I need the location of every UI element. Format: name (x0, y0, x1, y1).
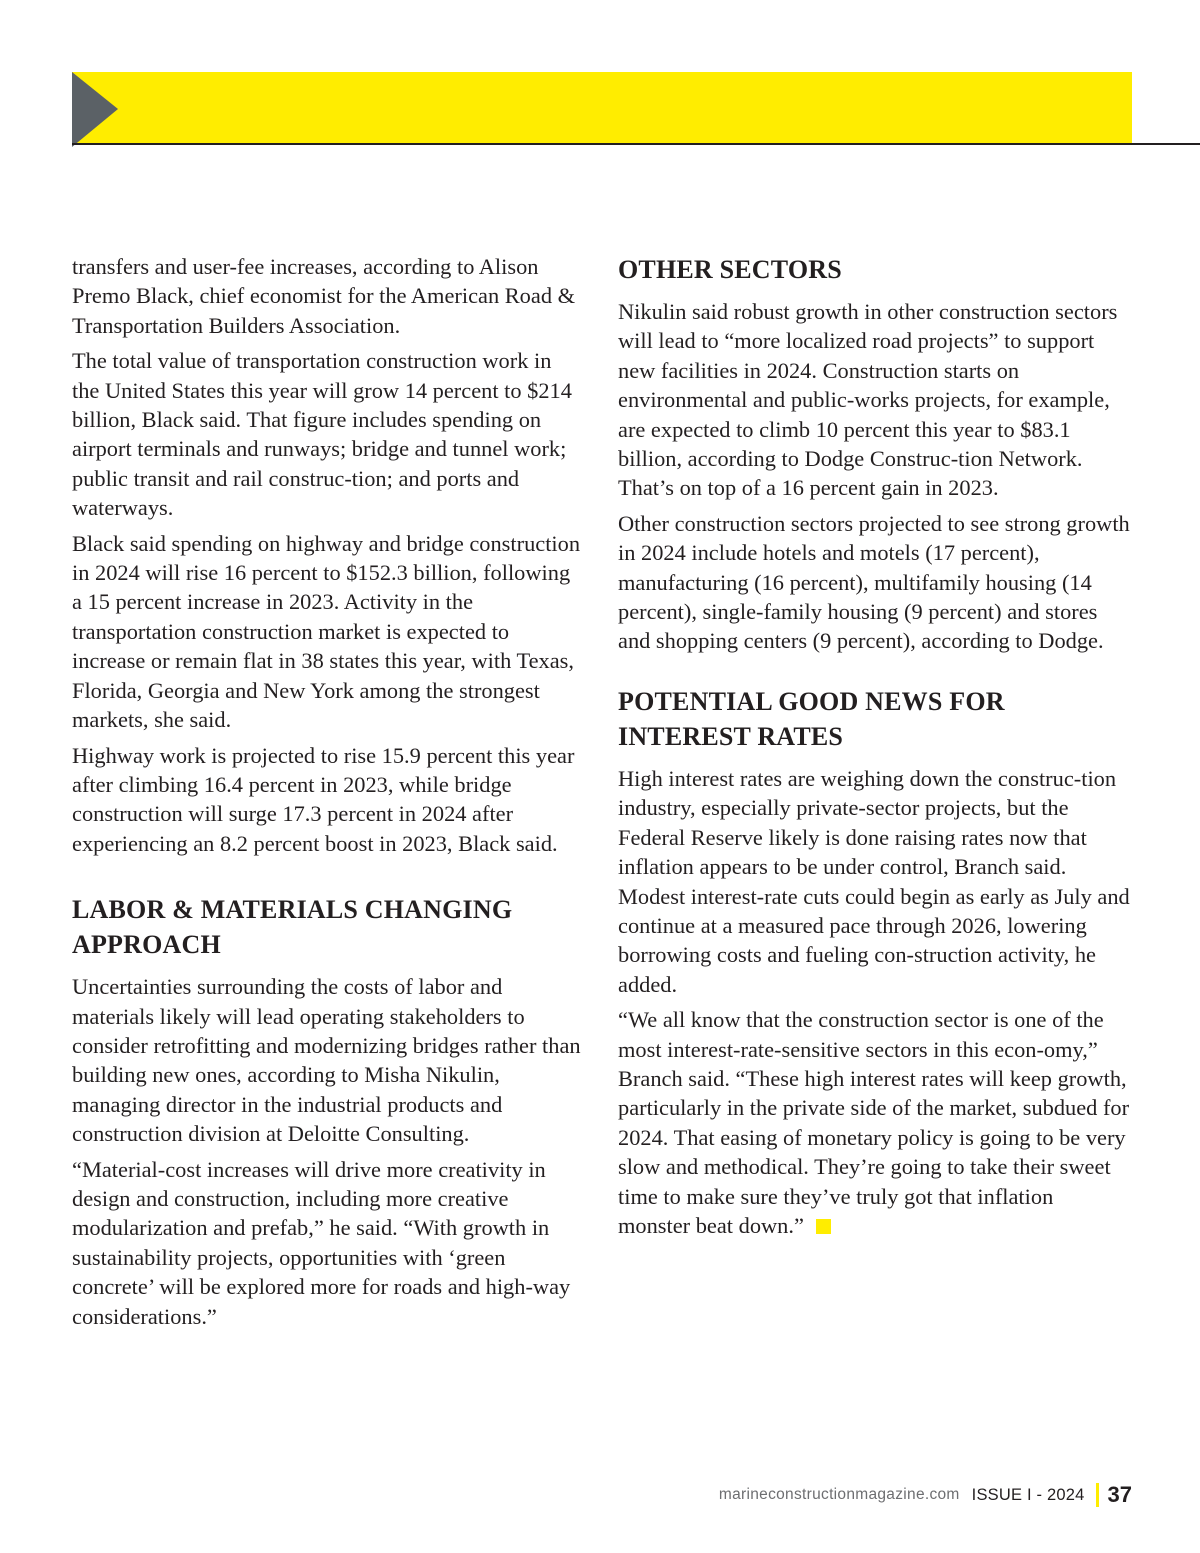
body-paragraph: Uncertainties surrounding the costs of labor and materials likely will lead operating stakeholders to consider retrofitting and modernizing bridges rather than building new ones, according to Misha Nikulin, managing director in the industrial products and construction division at Deloitte Consulting. (72, 974, 581, 1147)
final-paragraph (618, 1005, 1130, 1240)
header-rule (72, 143, 1200, 145)
end-mark-icon (816, 1219, 831, 1234)
page-number: 37 (1107, 1482, 1132, 1507)
section-heading-other-sectors: OTHER SECTORS (618, 255, 842, 284)
section-heading-labor: LABOR & MATERIALS CHANGING APPROACH (72, 895, 513, 960)
right-column (618, 252, 1130, 1246)
body-paragraph: transfers and user-fee increases, according to Alison Premo Black, chief economist for the American Road & Transportation Builders Association. (72, 254, 576, 338)
body-paragraph: High interest rates are weighing down the construc-tion industry, especially private-sector projects, but the Federal Reserve likely is done raising rates now that inflation appears to be under control, Branch said. Modest interest-rate cuts could begin as early as July and continue at a measured pace through 2026, lowering borrowing costs and fueling con-struction activity, he added. (618, 765, 1130, 997)
footer-divider (1096, 1483, 1099, 1507)
body-paragraph: Nikulin said robust growth in other construction sectors will lead to “more localized road projects” to support new facilities in 2024. Construction starts on environmental and public-works projects, for example, are expected to climb 10 percent this year to $83.1 billion, according to Dodge Construc-tion Network. That’s on top of a 16 percent gain in 2023. (618, 299, 1118, 501)
header-banner (72, 72, 1132, 144)
body-paragraph: Black said spending on highway and bridge construction in 2024 will rise 16 percent to $152.3 billion, following a 15 percent increase in 2023. Activity in the transportation construction market is expected to increase or remain flat in 38 states this year, with Texas, Florida, Georgia and New York among the strongest markets, she said. (72, 530, 581, 733)
body-paragraph: Other construction sectors projected to see strong growth in 2024 include hotels and motels (17 percent), manufacturing (16 percent), multifamily housing (14 percent), single-family housing (9 percent) and stores and shopping centers (9 percent), according to Dodge. (618, 510, 1130, 654)
page-footer (719, 1480, 1132, 1510)
left-column (72, 252, 584, 1337)
final-paragraph-text: “We all know that the construction sector is one of the most interest-rate-sensitive sectors in this econ-omy,” Branch said. “These high interest rates will keep growth, particularly in the private side of the market, subdued for 2024. That easing of monetary policy is going to be very slow and methodical. They’re going to take their sweet time to make sure they’ve truly got that inflation monster beat down.” (618, 1007, 1130, 1238)
body-paragraph: The total value of transportation construction work in the United States this year will grow 14 percent to $214 billion, Black said. That figure includes spending on airport terminals and runways; bridge and tunnel work; public transit and rail construc-tion; and ports and waterways. (72, 348, 572, 521)
footer-website: marineconstructionmagazine.com (718, 1486, 960, 1503)
banner-arrow-icon (72, 72, 118, 147)
section-heading-interest-rates: POTENTIAL GOOD NEWS FOR INTEREST RATES (618, 686, 1005, 751)
body-paragraph: “Material-cost increases will drive more creativity in design and construction, including more creative modularization and prefab,” he said. “With growth in sustainability projects, opportunities with ‘green concrete’ will be explored more for roads and high-way considerations.” (72, 1156, 571, 1329)
footer-issue: ISSUE I - 2024 (971, 1485, 1085, 1504)
body-paragraph: Highway work is projected to rise 15.9 percent this year after climbing 16.4 percent in 2023, while bridge construction will surge 17.3 percent in 2024 after experiencing an 8.2 percent boost in 2023, Black said. (72, 742, 575, 856)
